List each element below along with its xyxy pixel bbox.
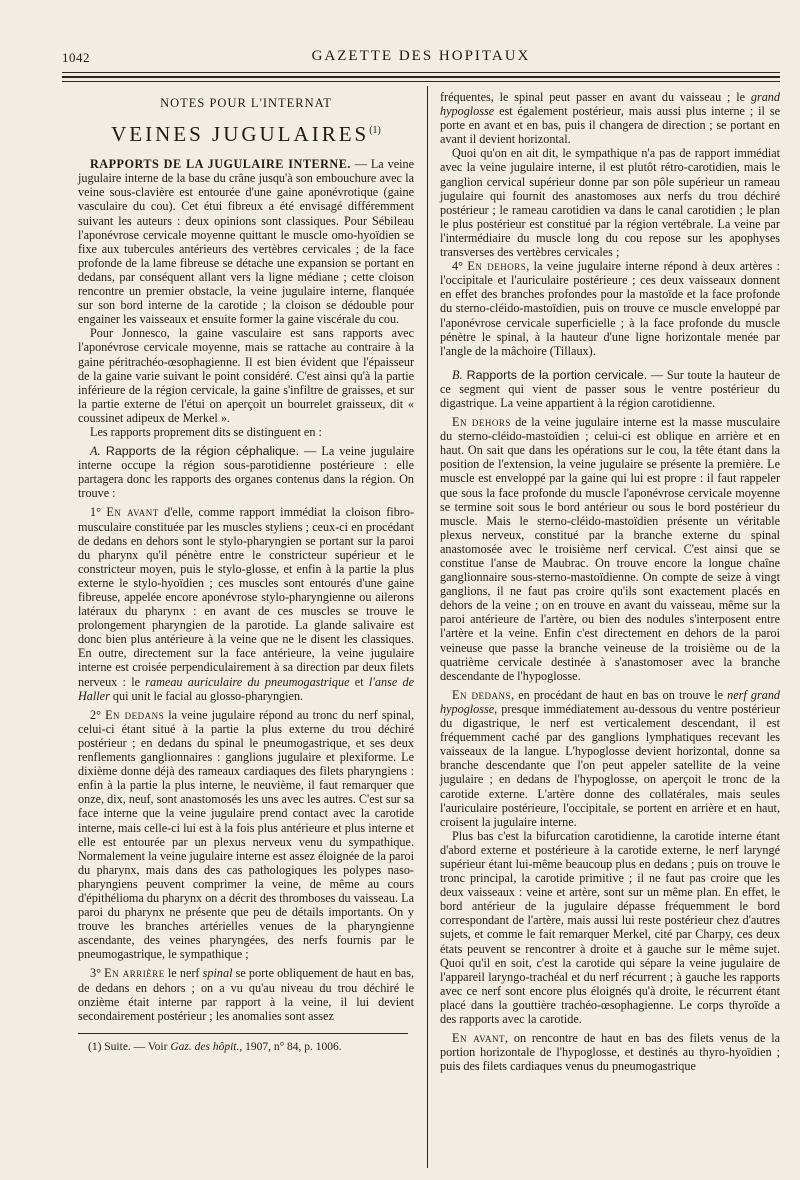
footnote-italic: Gaz. des hôpit. (170, 1040, 240, 1053)
item-b-avant (440, 1031, 780, 1073)
paragraph-text: fréquentes, le spinal peut passer en avant du vaisseau ; le (440, 90, 751, 104)
footnote (78, 1040, 414, 1054)
section-b-title: Rapports de la portion cervicale. (462, 367, 648, 382)
section-a-title: Rapports de la région céphalique. (100, 444, 300, 459)
item-lead: En dedans (105, 707, 165, 722)
item-b-dedans (440, 688, 780, 829)
paragraph-bifurcation: Plus bas c'est la bifurcation carotidienne, la carotide interne étant d'abord externe et postérieure à la carotide externe, le nerf laryngé supérieur étant lui-même beaucoup plus en dedans ; puis on trouve le tronc principal, la carotide primitive ; il ne faut pas croire que les deux vaisseaux : veine et artère, sont sur un même plan. En effet, le bord antérieur de la jugulaire dépasse fréquemment le bord correspondant de l'artère, mais aussi lui reste postérieur chez d'autres sujets, et comme le fait remarquer Merkel, cité par Charpy, ces deux états peuvent se rencontrer à droite et à gauche sur le même sujet. Quoi qu'il en soit, c'est la carotide qui sépare la veine jugulaire de l'appareil laryngo-trachéal et du nerf récurrent ; à gauche les rapports avec ce nerf sont encore plus éloignés qu'à droite, le récurrent étant placé dans la gouttière trachéo-œsophagienne. Le corps thyroïde a des rapports avec la carotide. (440, 828, 780, 1026)
paragraph-jonnesco: Pour Jonnesco, la gaine vasculaire est sans rapports avec l'aponévrose cervicale moyenne, mais se rattache au contraire à la gaine péritrachéo-œsophagienne. Il est bien évident que l'épaisseur de la gaine varie suivant le point considéré. C'est ainsi qu'à la partie inférieure de la région cervicale, la gaine s'infiltre de graisses, et sur la partie externe de l'étui on aperçoit un bourrelet graisseux, dit « coussinet adipeux de Merkel ». (78, 326, 414, 425)
section-b-heading (440, 368, 780, 410)
journal-title: GAZETTE DES HOPITAUX (311, 48, 531, 64)
item-lead: En arrière (104, 966, 165, 981)
item-a1 (78, 505, 414, 702)
item-italic: nerf grand hypoglosse (440, 687, 781, 716)
item-text: qui unit le facial au glosso-pharyngien. (109, 688, 304, 703)
item-a4 (440, 259, 780, 358)
article-title-text: VEINES JUGULAIRES (111, 122, 370, 147)
item-number: 4° (452, 259, 463, 274)
section-label: NOTES POUR L'INTERNAT (160, 96, 332, 110)
item-text: d'elle, comme rapport immédiat la cloison fibro-musculaire constituée par les muscles styliens ; ceux-ci en procédant de dedans en dehors sont le stylo-pharyngien se portant sur la paroi du pharynx qu'il pénètre entre le constricteur supérieur et le constricteur moyen, puis le stylo-glosse, et enfin à la partie la plus externe le stylo-hyoïdien ; ces muscles sont entourés d'une gaine fibreuse, appelée encore aponévrose stylo-pharyngienne ou ailerons latéraux du pharynx : en avant de ces muscles se trouve le prolongement pharyngien de la parotide. La glande salivaire est donc bien plus antérieure à la veine que ne le disent les classiques. En outre, directement sur la face antérieure, la veine jugulaire interne est croisée perpendiculairement à sa direction par deux filets nerveux : le (78, 505, 415, 689)
paragraph-intro (78, 157, 414, 326)
item-text: , on rencontre de haut en bas des filets venus de la portion horizontale de l'hypoglosse, et destinés au thyro-hyoïdien ; puis des filets cardiaques venus du pneumogastrique (440, 1031, 780, 1074)
item-lead: En avant (106, 505, 159, 520)
header-rule-bottom (62, 81, 780, 82)
item-number: 1° (90, 505, 101, 520)
paragraph-lead: RAPPORTS DE LA JUGULAIRE INTERNE. (90, 157, 351, 172)
paragraph-italic: grand hypoglosse (440, 90, 780, 119)
item-number: 3° (90, 966, 101, 981)
item-lead: En dehors (452, 415, 511, 430)
item-text: , presque immédiatement au-dessous du ventre postérieur du digastrique, le nerf est verticalement descendant, il est fréquemment caché par des ganglions lymphatiques recevant les vaisseaux de la langue. L'hypoglosse devient horizontal, donne sa branche descendante que l'on peut appeler satellite de la veine jugulaire ; en dedans de l'hypoglosse, on aperçoit le tronc de la carotide externe. L'artère donne des collatérales, mais seules l'auriculaire postérieure, l'occipitale, se portent en arrière et en haut, croisent la jugulaire interne. (440, 701, 780, 829)
paragraph-text: — La veine jugulaire interne de la base du crâne jusqu'à son embouchure avec la veine sous-clavière est entourée d'une gaine aponévrotique (gaine vasculaire du cou). Cet étui fibreux a été envisagé différemment suivant les auteurs : deux opinions sont classiques. Pour Sébileau l'aponévrose cervicale moyenne quittant le muscle omo-hyoïdien se fixe aux tubercules antérieurs des vertèbres cervicales ; de la face profonde de la lame fibreuse se détache une expansion se portant en dedans, par conséquent allant vers la ligne médiane ; cette cloison rencontre un premier obstacle, la veine jugulaire interne, flanquée sur son bord interne de la carotide ; la cloison se dédouble pour engainer les vaisseaux et ensuite former la gaine viscérale du cou. (78, 157, 414, 327)
footnote-ref: (1) (369, 125, 381, 137)
item-text: et (349, 674, 369, 689)
item-lead: En dedans (452, 687, 512, 702)
item-text: de la veine jugulaire interne est la masse musculaire du sterno-cléido-mastoïdien ; celui-ci est oblique en arrière et en haut. On sait que dans les opérations sur le cou, la tête étant dans la position de l'extension, la veine jugulaire se présente la première. Le muscle est enveloppé par la gaine qui lui est propre : il faut rappeler que sous la face profonde du muscle l'aponévrose cervicale moyenne se termine soit sous le bord antérieur ou sous le bord postérieur du muscle. Mais le sterno-cléido-mastoïdien présente un véritable plexus nerveux, constitué par la branche externe du spinal anastomosée avec le troisième nerf cervical. C'est ainsi que se constitue l'anse de Maubrac. On trouve encore la longue chaîne ganglionnaire sous-sterno-mastoïdienne. On compte de seize à vingt ganglions, il ne faut pas croire qu'ils sont exactement placés en dehors de la veine ; on en trouve en avant du vaisseau, même sur la paroi antérieure de l'artère, ou bien des nodules s'interposent entre l'artère et la veine. Enfin c'est directement en dehors de la paroi veineuse que passe la branche veineuse de la troisième ou de la quatrième cervicale destinée à s'anastomoser avec la branche descendante de l'hypoglosse. (440, 415, 781, 683)
item-a2 (78, 708, 414, 962)
page-number: 1042 (62, 50, 90, 65)
item-number: 2° (90, 707, 101, 722)
paragraph-rapports: Les rapports proprement dits se distinguent en : (90, 424, 322, 439)
footnote-rule (78, 1033, 408, 1034)
item-text: la veine jugulaire répond au tronc du nerf spinal, celui-ci étant situé à la partie la plus externe du trou déchiré postérieur ; en dedans du spinal le pneumogastrique, et ses deux renflements ganglionnaires : ganglions jugulaire et plexiforme. Le dixième donne déjà des rameaux cardiaques des filets pharyngiens : enfin à la partie la plus interne, le neuvième, il faut remarquer que onze, dix, neuf, sont anastomosés les uns avec les autres. C'est sur sa face interne que la veine jugulaire prend contact avec la carotide interne, mais celle-ci lui est à la fois plus antérieure et plus interne et elle est entourée par un plexus nerveux venu du sympathique. Normalement la veine jugulaire interne est assez éloignée de la paroi du pharynx, mais dans des cas pathologiques les polypes naso-pharyngiens peuvent comprimer la veine, de même au cours d'épithélioma du pharynx on a décrit des thromboses du vaisseau. La paroi du pharynx ne présente que peu de détails importants. On y trouve les branches artérielles venues de la pharyngienne ascendante, des veines pharyngées, des nerfs fournis par le pneumogastrique, le sympathique ; (78, 707, 415, 962)
left-column (78, 90, 414, 1054)
header-rule-top (62, 72, 780, 73)
item-italic: l'anse de Haller (78, 674, 415, 703)
header-rule-middle (62, 76, 780, 78)
paragraph-continued (440, 90, 780, 146)
section-a-mark: A. (90, 444, 101, 459)
section-b-text: — Sur toute la hauteur de ce segment qui vient de passer sous le ventre postérieur du digastrique. La veine appartient à la région carotidienne. (440, 367, 780, 410)
footnote-text: (1) Suite. — Voir (88, 1040, 171, 1053)
column-divider (427, 86, 428, 1168)
section-a-heading (78, 444, 414, 500)
item-lead: En avant (452, 1031, 505, 1046)
item-italic: spinal (202, 966, 233, 981)
section-b-mark: B. (452, 367, 463, 382)
paragraph-sympathique: Quoi qu'on en ait dit, le sympathique n'a pas de rapport immédiat avec la veine jugulaire interne, il est plutôt rétro-carotidien, mais le ganglion cervical supérieur donne par son pôle supérieur un rameau jugulaire qui fournit des anastomoses aux nerfs du trou déchiré postérieur ; le rameau carotidien va dans le canal carotidien ; le plan le plus postérieur est constitué par la région vertébrale. La veine par l'intermédiaire du muscle long du cou repose sur les apophyses transverses des vertèbres cervicales ; (440, 146, 780, 260)
item-text: , la veine jugulaire interne répond à deux artères : l'occipitale et l'auriculaire postérieure ; ces deux vaisseaux donnent en effet des branches profondes pour la mastoïde et la face profonde du sterno-cléido-mastoïdien, puis on trouve ce muscle enveloppé par l'aponévrose cervicale superficielle ; à la face profonde du muscle pénètre le spinal, à la hauteur d'une ligne horizontale menée par l'angle de la mâchoire (Tillaux). (440, 259, 781, 358)
item-lead: En dehors (467, 259, 527, 274)
right-column (440, 90, 780, 1073)
footnote-text: , 1907, n° 84, p. 1006. (239, 1040, 342, 1053)
page-header (62, 48, 780, 70)
section-a-text: — La veine jugulaire interne occupe la région sous-parotidienne postérieure : elle partagera donc les rapports des organes contenus dans la région. On trouve : (78, 444, 414, 501)
article-title (78, 122, 414, 147)
item-text: , en procédant de haut en bas on trouve le (511, 687, 728, 702)
item-b-dehors (440, 415, 780, 683)
item-text: se porte obliquement de haut en bas, de dedans en dehors ; on a vu qu'au niveau du trou déchiré le onzième était interne par rapport à la veine, il lui devient secondairement postérieur ; les anomalies sont assez (78, 966, 414, 1023)
item-italic: rameau auriculaire du pneumogastrique (145, 674, 350, 689)
item-a3 (78, 966, 414, 1022)
item-text: le nerf (164, 966, 203, 981)
paragraph-text: est également postérieur, mais aussi plus interne ; il se porte en avant et en bas, puis il changera de direction ; se portant en avant il devient horizontal. (440, 104, 780, 147)
